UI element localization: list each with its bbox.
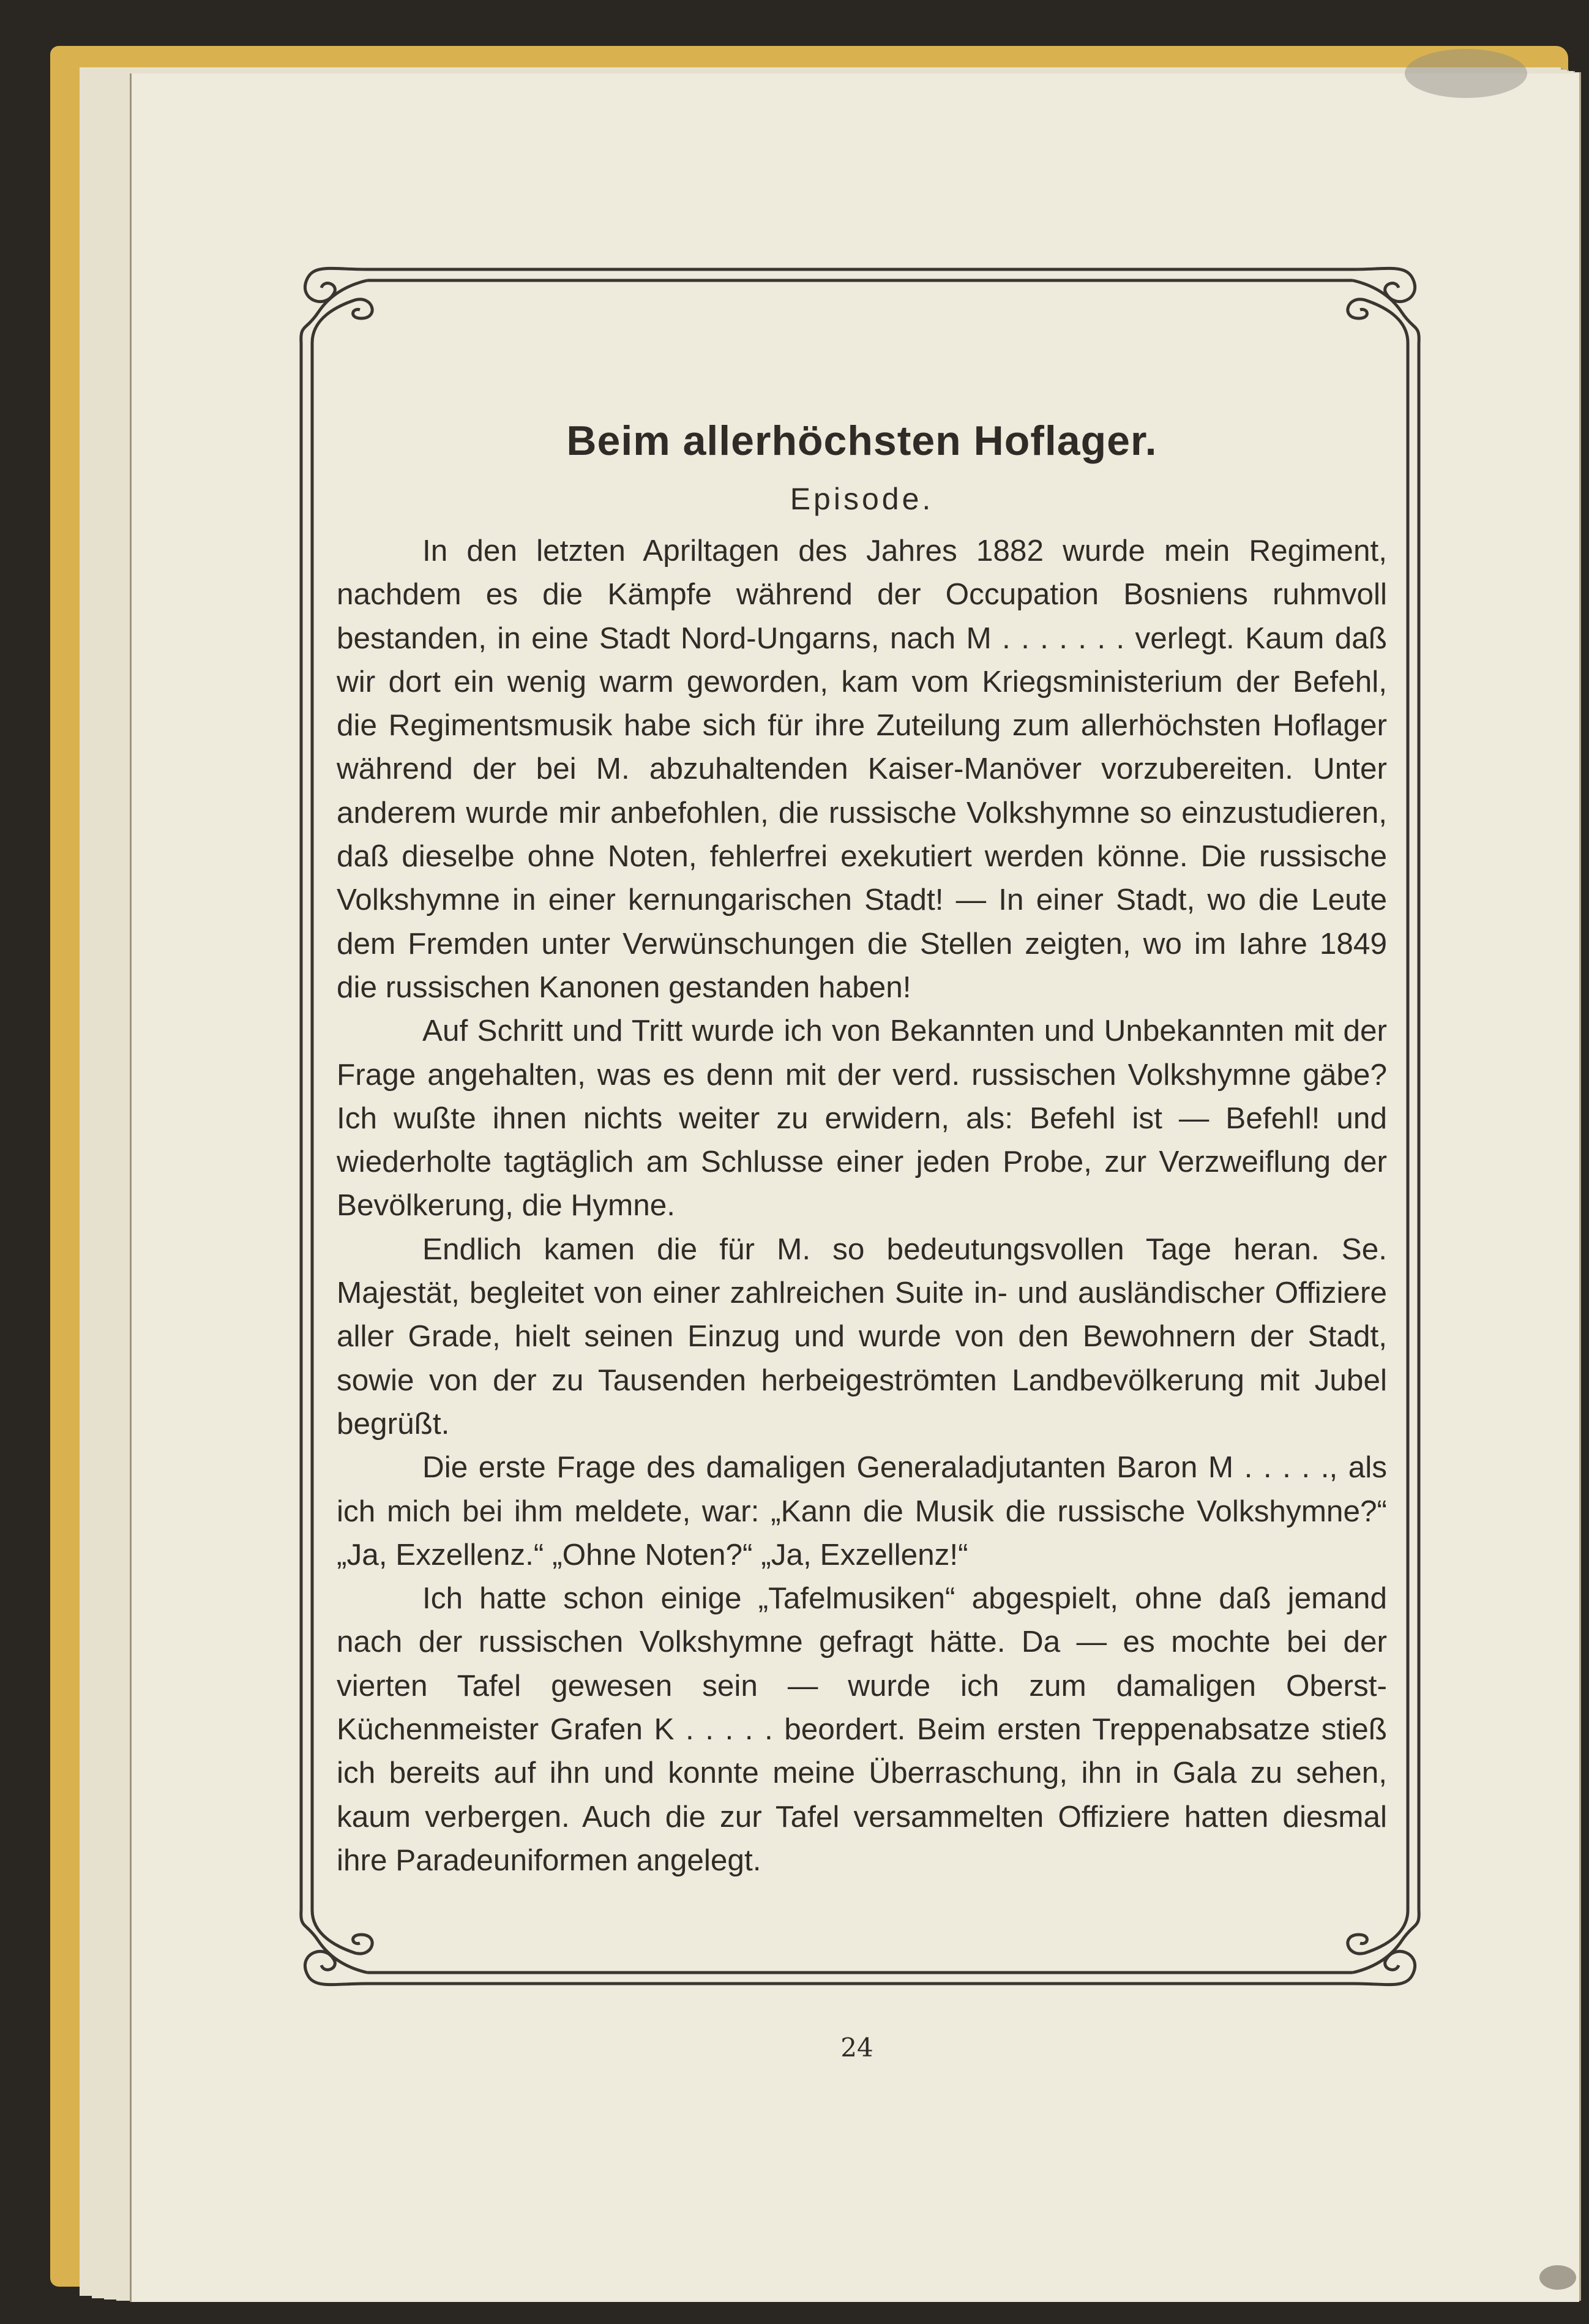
article-body: [337, 416, 1387, 1882]
page-number: 24: [840, 2033, 873, 2063]
paper-stain: [1405, 49, 1527, 98]
paragraph: In den letzten Apriltagen des Jahres 1882 wurde mein Regiment, nachdem es die Kämpfe während der Occupation Bosniens ruhmvoll bestanden, in eine Stadt Nord-Ungarns, nach M . . . . . . . verlegt. Kaum daß wir dort ein wenig warm geworden, kam vom Kriegsministerium der Befehl, die Regimentsmusik habe sich für ihre Zuteilung zum allerhöchsten Hoflager während der bei M. abzuhaltenden Kaiser-Manöver vorzubereiten. Unter anderem wurde mir anbefohlen, die russische Volkshymne so einzustudieren, daß dieselbe ohne Noten, fehlerfrei exekutiert werden könne. Die russische Volkshymne in einer kernungarischen Stadt! — In einer Stadt, wo die Leute dem Fremden unter Verwünschungen die Stellen zeigten, wo im Iahre 1849 die russischen Kanonen gestanden haben!: [337, 534, 1387, 1004]
page-title: Beim allerhöchsten Hoflager.: [566, 418, 1157, 464]
paragraph: Die erste Frage des damaligen Generaladjutanten Baron M . . . . ., als ich mich bei ihm meldete, war: „Kann die Musik die russische Volkshymne?“ „Ja, Exzellenz.“ „Ohne Noten?“ „Ja, Exzellenz!“: [337, 1450, 1387, 1572]
paragraph: Auf Schritt und Tritt wurde ich von Bekannten und Unbekannten mit der Frage angehalten, was es denn mit der verd. russischen Volkshymne gäbe? Ich wußte ihnen nichts weiter zu erwidern, als: Befehl ist — Befehl! und wiederholte tagtäglich am Schlusse einer jeden Probe, zur Verzweiflung der Bevölkerung, die Hymne.: [337, 1014, 1387, 1223]
paragraph: Endlich kamen die für M. so bedeutungsvollen Tage heran. Se. Majestät, begleitet von einer zahlreichen Suite in- und ausländischer Offiziere aller Grade, hielt seinen Einzug und wurde von den Bewohnern der Stadt, sowie von der zu Tausenden herbeigeströmten Landbevölkerung mit Jubel begrüßt.: [337, 1232, 1387, 1441]
page-subtitle: Episode.: [790, 482, 934, 516]
paper-stain: [1539, 2265, 1576, 2290]
paragraph: Ich hatte schon einige „Tafelmusiken“ abgespielt, ohne daß jemand nach der russischen Volkshymne gefragt hätte. Da — es mochte bei der vierten Tafel gewesen sein — wurde ich zum damaligen Oberst-Küchenmeister Grafen K . . . . . beordert. Beim ersten Treppenabsatze stieß ich bereits auf ihn und konnte meine Überraschung, ihn in Gala zu sehen, kaum verbergen. Auch die zur Tafel versammelten Offiziere hatten diesmal ihre Paradeuniformen angelegt.: [337, 1581, 1387, 1877]
